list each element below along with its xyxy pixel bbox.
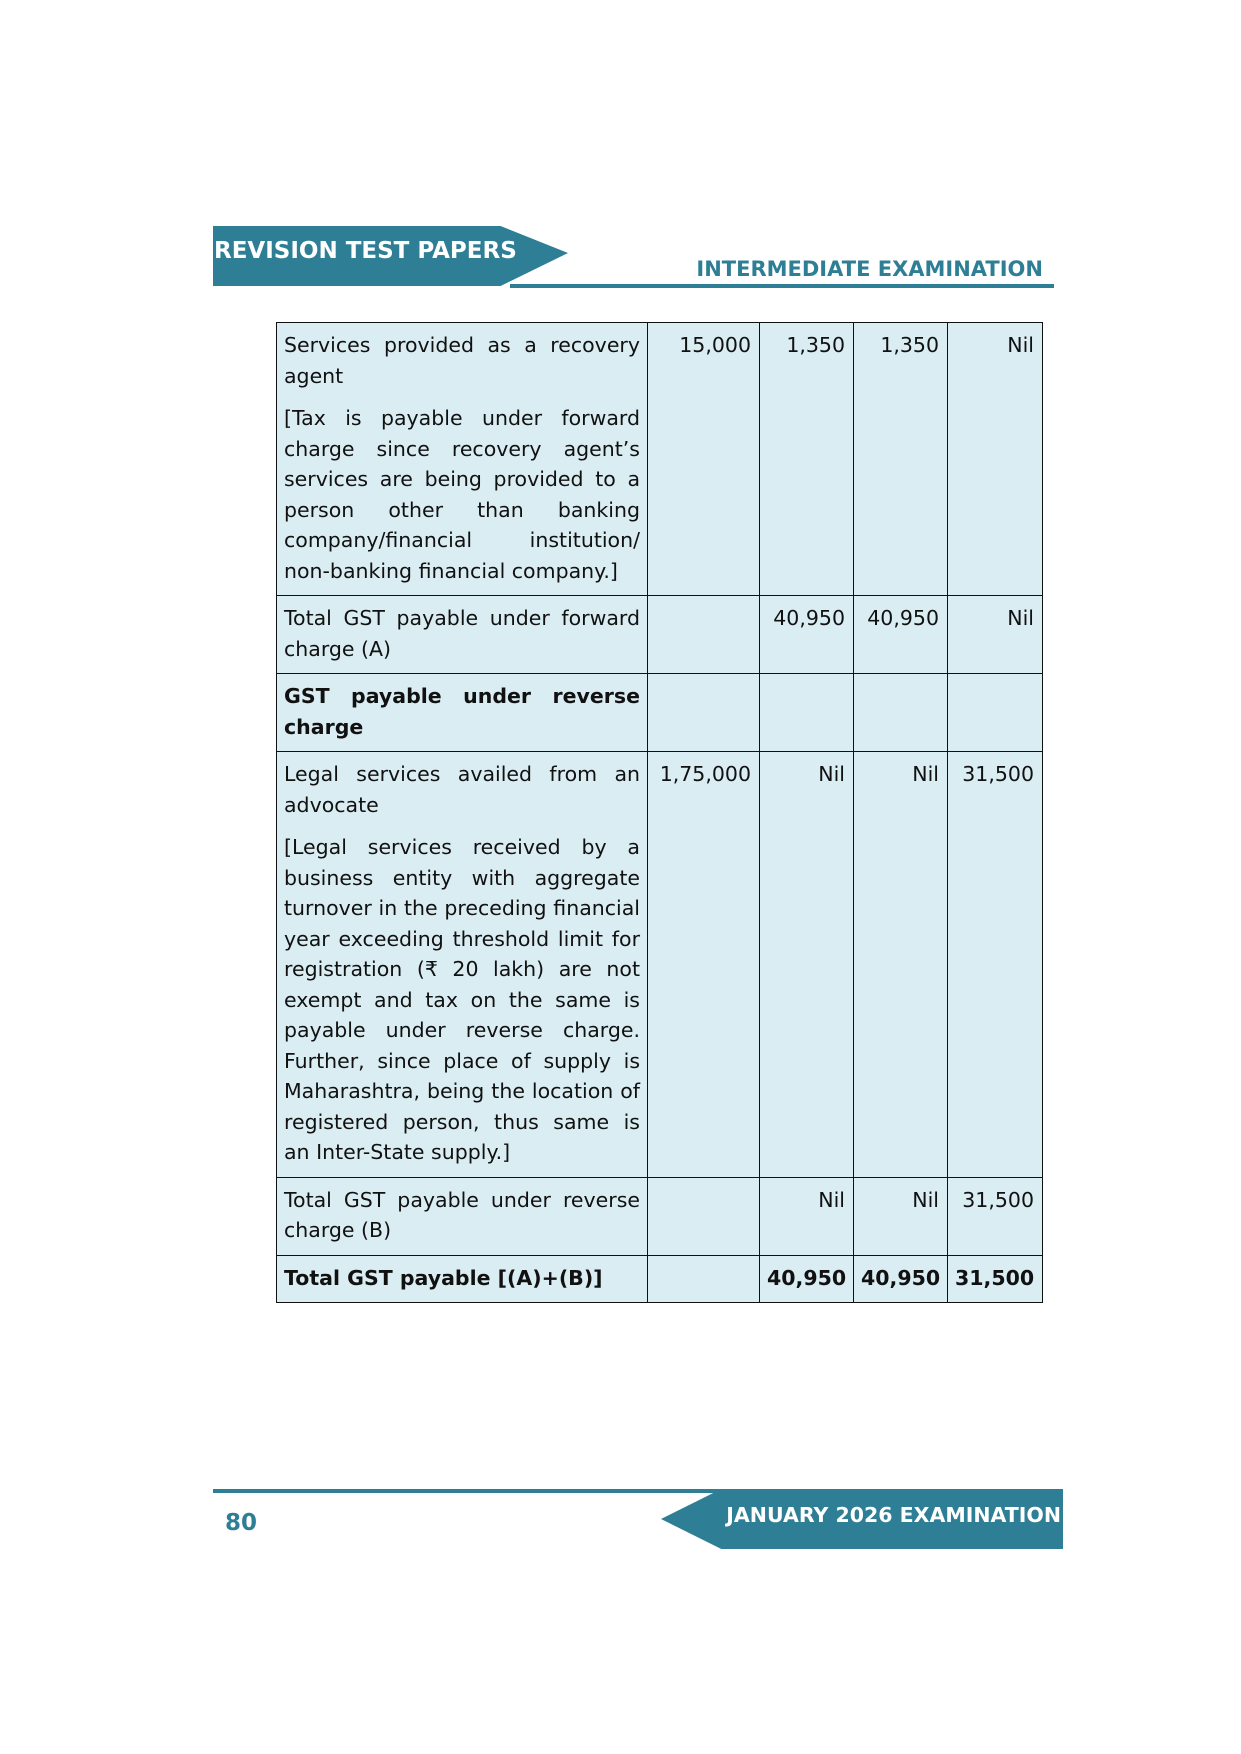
igst-cell: 31,500 [948, 752, 1043, 1178]
table-row [277, 752, 1043, 1178]
row-heading: Legal services availed from an advocate [284, 762, 640, 817]
table-row [277, 1177, 1043, 1255]
cgst-cell [760, 674, 854, 752]
cgst-cell: 40,950 [760, 596, 854, 674]
sgst-cell: Nil [854, 752, 948, 1178]
value-cell [648, 1177, 760, 1255]
footer-exam-label: JANUARY 2026 EXAMINATION [726, 1503, 1061, 1527]
cgst-cell: Nil [760, 752, 854, 1178]
igst-cell: Nil [948, 596, 1043, 674]
page-number: 80 [225, 1510, 258, 1536]
row-description [277, 1177, 648, 1255]
igst-cell: Nil [948, 323, 1043, 596]
sgst-cell: Nil [854, 1177, 948, 1255]
row-description [277, 323, 648, 596]
igst-cell: 31,500 [948, 1177, 1043, 1255]
table-row [277, 596, 1043, 674]
row-explanation: [Tax is payable under forward charge since recovery agent’s services are being provided to a person other than banking company/financial institution/ non-banking financial company.] [284, 406, 640, 583]
section-heading: GST payable under reverse charge [284, 684, 640, 739]
value-cell: 15,000 [648, 323, 760, 596]
table-row [277, 674, 1043, 752]
gst-table [276, 322, 1043, 1303]
value-cell [648, 596, 760, 674]
igst-cell: 31,500 [948, 1255, 1043, 1303]
total-heading: Total GST payable [(A)+(B)] [284, 1265, 603, 1290]
header-divider [510, 284, 1054, 288]
sgst-cell [854, 674, 948, 752]
table-total-row [277, 1255, 1043, 1303]
value-cell: 1,75,000 [648, 752, 760, 1178]
footer-divider [213, 1489, 733, 1493]
cgst-cell: 1,350 [760, 323, 854, 596]
cgst-cell: 40,950 [760, 1255, 854, 1303]
sgst-cell: 40,950 [854, 596, 948, 674]
row-explanation: [Legal services received by a business entity with aggregate turnover in the preceding financial year exceeding threshold limit for registration (₹ 20 lakh) are not exempt and tax on the same is payable under reverse charge. Further, since place of supply is Maharashtra, being the location of registered person, thus same is an Inter-State supply.] [284, 835, 640, 1164]
sgst-cell: 1,350 [854, 323, 948, 596]
row-heading: Total GST payable under reverse charge (B) [284, 1187, 640, 1242]
row-description [277, 674, 648, 752]
row-heading: Total GST payable under forward charge (A) [284, 606, 640, 661]
value-cell [648, 674, 760, 752]
header-subtitle: INTERMEDIATE EXAMINATION [696, 257, 1043, 281]
value-cell [648, 1255, 760, 1303]
row-heading: Services provided as a recovery agent [284, 333, 640, 388]
row-description [277, 596, 648, 674]
igst-cell [948, 674, 1043, 752]
row-description [277, 1255, 648, 1303]
table-row [277, 323, 1043, 596]
sgst-cell: 40,950 [854, 1255, 948, 1303]
row-description [277, 752, 648, 1178]
header-banner-title: REVISION TEST PAPERS [214, 238, 517, 264]
cgst-cell: Nil [760, 1177, 854, 1255]
